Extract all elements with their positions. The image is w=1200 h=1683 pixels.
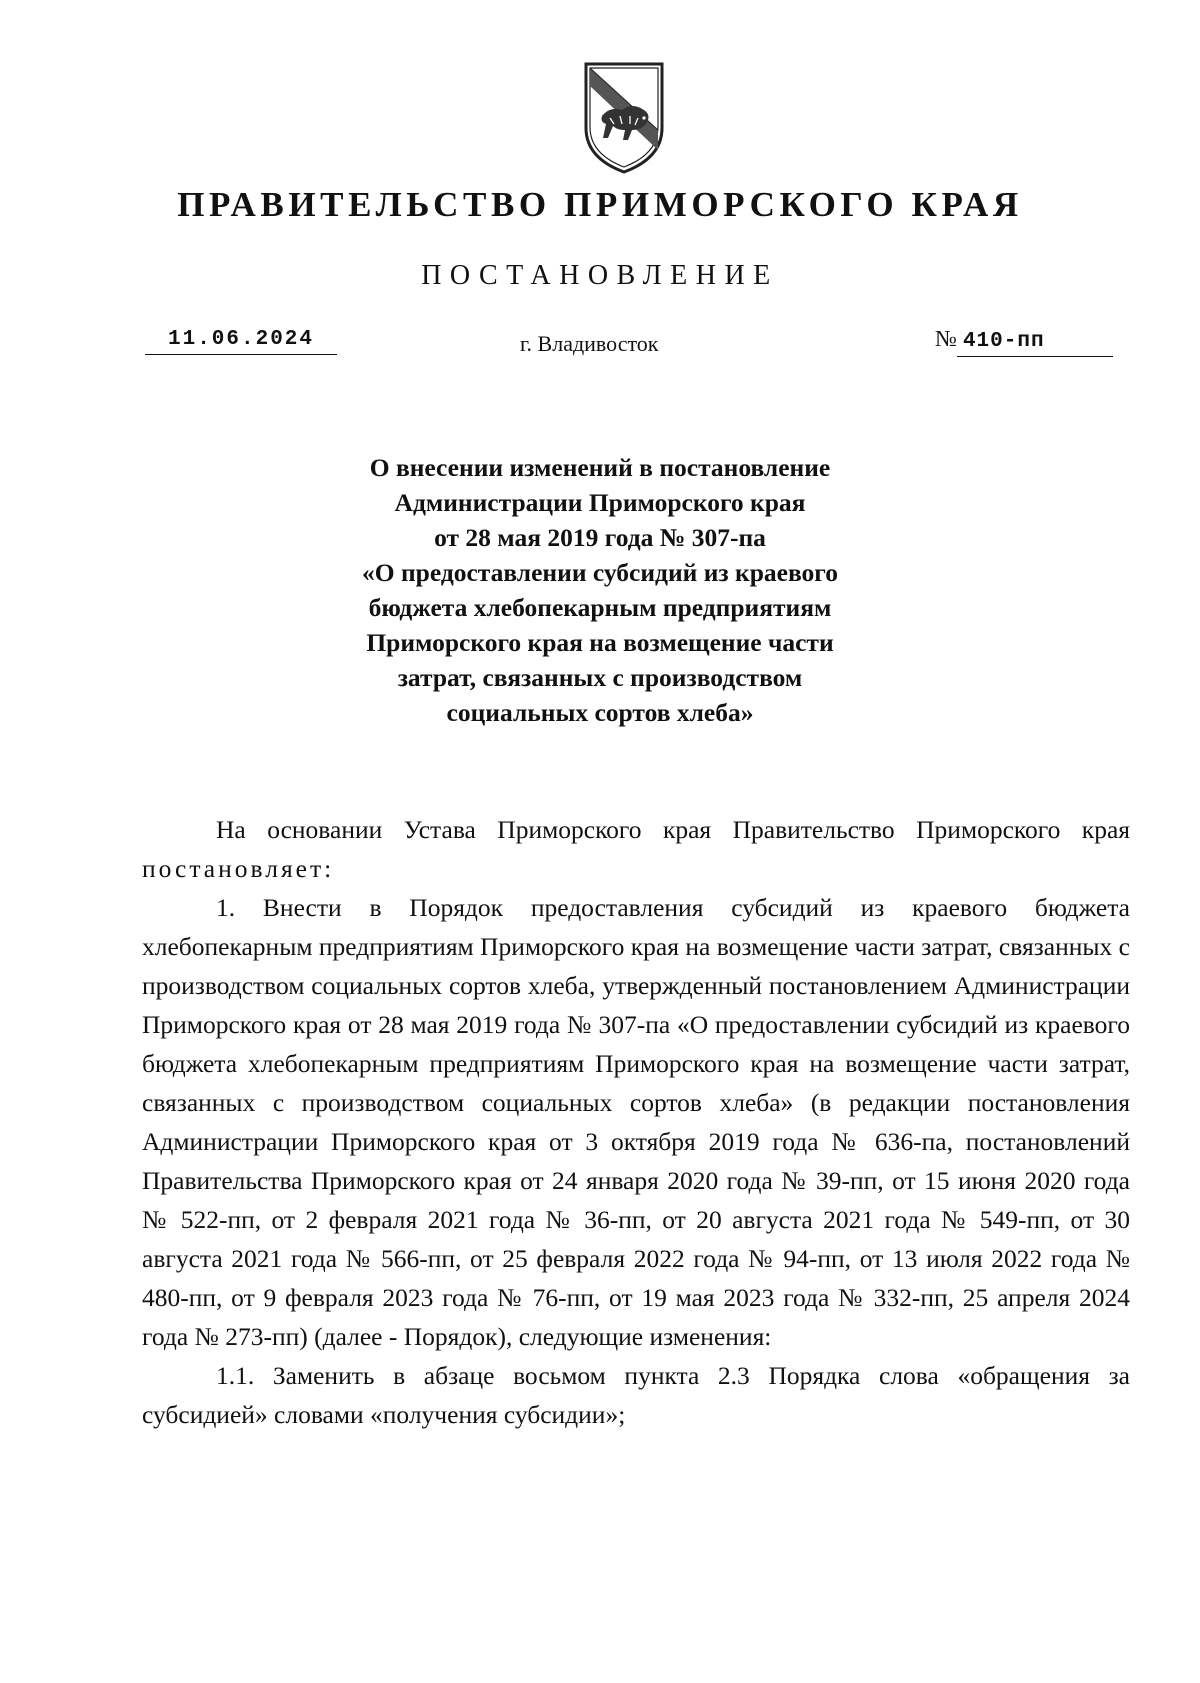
document-number-field bbox=[935, 326, 1113, 357]
document-number: 410-пп bbox=[957, 330, 1113, 357]
coat-of-arms-emblem bbox=[580, 58, 668, 176]
government-name: ПРАВИТЕЛЬСТВО ПРИМОРСКОГО КРАЯ bbox=[177, 185, 1023, 224]
document-kind: ПОСТАНОВЛЕНИЕ bbox=[421, 260, 779, 291]
title-line: затрат, связанных с производством bbox=[397, 663, 803, 692]
item-1-paragraph: 1. Внести в Порядок предоставления субсидий из краевого бюджета хлебопекарным предприятиям Приморского края на возмещение части затрат, связанных с производством социальных сортов хлеба, утвержденный постановлением Администрации Приморского края от 28 мая 2019 года № 307-па «О предоставлении субсидий из краевого бюджета хлебопекарным предприятиям Приморского края на возмещение части затрат, связанных с производством социальных сортов хлеба» (в редакции постановления Администрации Приморского края от 3 октября 2019 года № 636-па, постановлений Правительства Приморского края от 24 января 2020 года № 39-пп, от 15 июня 2020 года № 522-пп, от 2 февраля 2021 года № 36-пп, от 20 августа 2021 года № 549-пп, от 30 августа 2021 года № 566-пп, от 25 февраля 2022 года № 94-пп, от 13 июля 2022 года № 480-пп, от 9 февраля 2023 года № 76-пп, от 19 мая 2023 года № 332-пп, 25 апреля 2024 года № 273-пп) (далее - Порядок), следующие изменения: bbox=[142, 893, 1130, 1351]
document-body bbox=[142, 810, 1130, 1434]
preamble-text: На основании Устава Приморского края Правительство Приморского края bbox=[216, 815, 1130, 844]
document-city: г. Владивосток bbox=[520, 331, 659, 356]
title-line: социальных сортов хлеба» bbox=[446, 698, 754, 727]
item-1-1-paragraph: 1.1. Заменить в абзаце восьмом пункта 2.3 Порядка слова «обращения за субсидией» словами «получения субсидии»; bbox=[142, 1361, 1130, 1429]
document-title bbox=[300, 450, 900, 730]
number-sign: № bbox=[935, 326, 957, 351]
title-line: от 28 мая 2019 года № 307-па bbox=[434, 523, 766, 552]
preamble-keyword: постановляет: bbox=[142, 854, 335, 883]
title-line: Приморского края на возмещение части bbox=[366, 628, 834, 657]
title-line: О внесении изменений в постановление bbox=[369, 453, 831, 482]
document-date: 11.06.2024 bbox=[145, 328, 337, 355]
title-line: «О предоставлении субсидий из краевого bbox=[362, 558, 838, 587]
title-line: бюджета хлебопекарным предприятиям bbox=[368, 593, 832, 622]
preamble-paragraph bbox=[142, 810, 1130, 888]
title-line: Администрации Приморского края bbox=[394, 488, 806, 517]
